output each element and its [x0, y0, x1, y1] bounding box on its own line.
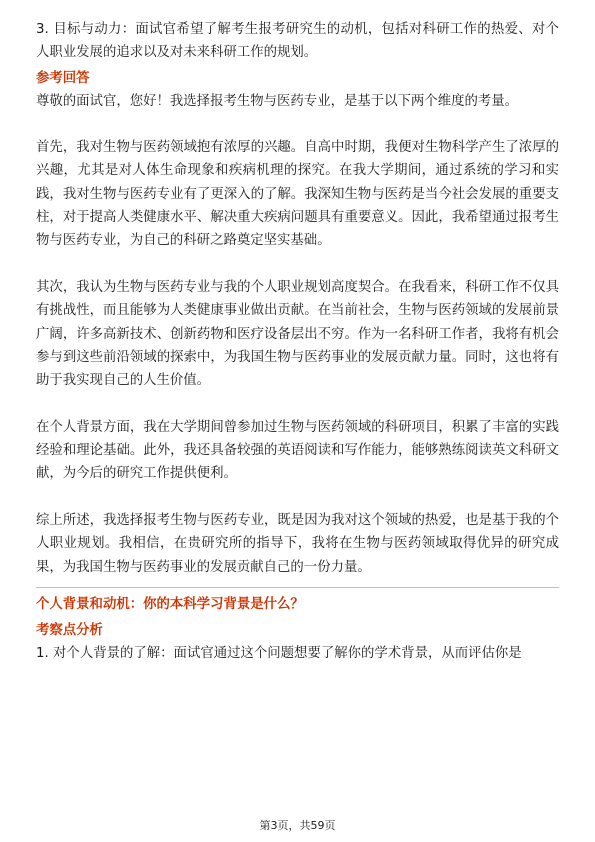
intro-list-item: 3. 目标与动力：面试官希望了解考生报考研究生的动机，包括对科研工作的热爱、对个人职业发展的追求以及对未来科研工作的规划。	[36, 22, 559, 61]
page-footer: 第3页，共59页	[259, 819, 336, 832]
paragraph-spacer	[36, 486, 559, 509]
paragraph-spacer	[36, 392, 559, 415]
answer-paragraph-summary: 综上所述，我选择报考生物与医药专业，既是因为我对这个领域的热爱，也是基于我的个人职业规划。我相信，在贵研究所的指导下，我将在生物与医药领域取得优异的研究成果，为我国生物与医药事业的发展贡献自己的一份力量。	[36, 512, 559, 575]
paragraph-spacer	[36, 253, 559, 276]
answer-paragraph-career: 其次，我认为生物与医药专业与我的个人职业规划高度契合。在我看来，科研工作不仅具有挑战性，而且能够为人类健康事业做出贡献。在当前社会，生物与医药领域的发展前景广阔，许多高新技术、创新药物和医疗设备层出不穷。作为一名科研工作者，我将有机会参与到这些前沿领域的探索中，为我国生物与医药事业的发展贡献力量。同时，这也将有助于我实现自己的人生价值。	[36, 279, 559, 389]
section-divider	[36, 587, 559, 588]
next-question-heading: 个人背景和动机：你的本科学习背景是什么？	[36, 596, 304, 612]
answer-paragraph-greeting: 尊敬的面试官，您好！我选择报考生物与医药专业，是基于以下两个维度的考量。	[36, 93, 519, 109]
paragraph-spacer	[36, 113, 559, 136]
reference-answer-heading: 参考回答	[36, 70, 90, 86]
analysis-list-item: 1. 对个人背景的了解：面试官通过这个问题想要了解你的学术背景，从而评估你是	[36, 645, 522, 661]
page-content	[36, 18, 559, 665]
analysis-heading: 考察点分析	[36, 622, 103, 638]
answer-paragraph-interest: 首先，我对生物与医药领域抱有浓厚的兴趣。自高中时期，我便对生物科学产生了浓厚的兴趣，尤其是对人体生命现象和疾病机理的探究。在我大学期间，通过系统的学习和实践，我对生物与医药专业有了更深入的了解。我深知生物与医药是当今社会发展的重要支柱，对于提高人类健康水平、解决重大疾病问题具有重要意义。因此，我希望通过报考生物与医药专业，为自己的科研之路奠定坚实基础。	[36, 140, 559, 249]
answer-paragraph-background: 在个人背景方面，我在大学期间曾参加过生物与医药领域的科研项目，积累了丰富的实践经验和理论基础。此外，我还具备较强的英语阅读和写作能力，能够熟练阅读英文科研文献，为今后的研究工作提供便利。	[36, 419, 559, 482]
